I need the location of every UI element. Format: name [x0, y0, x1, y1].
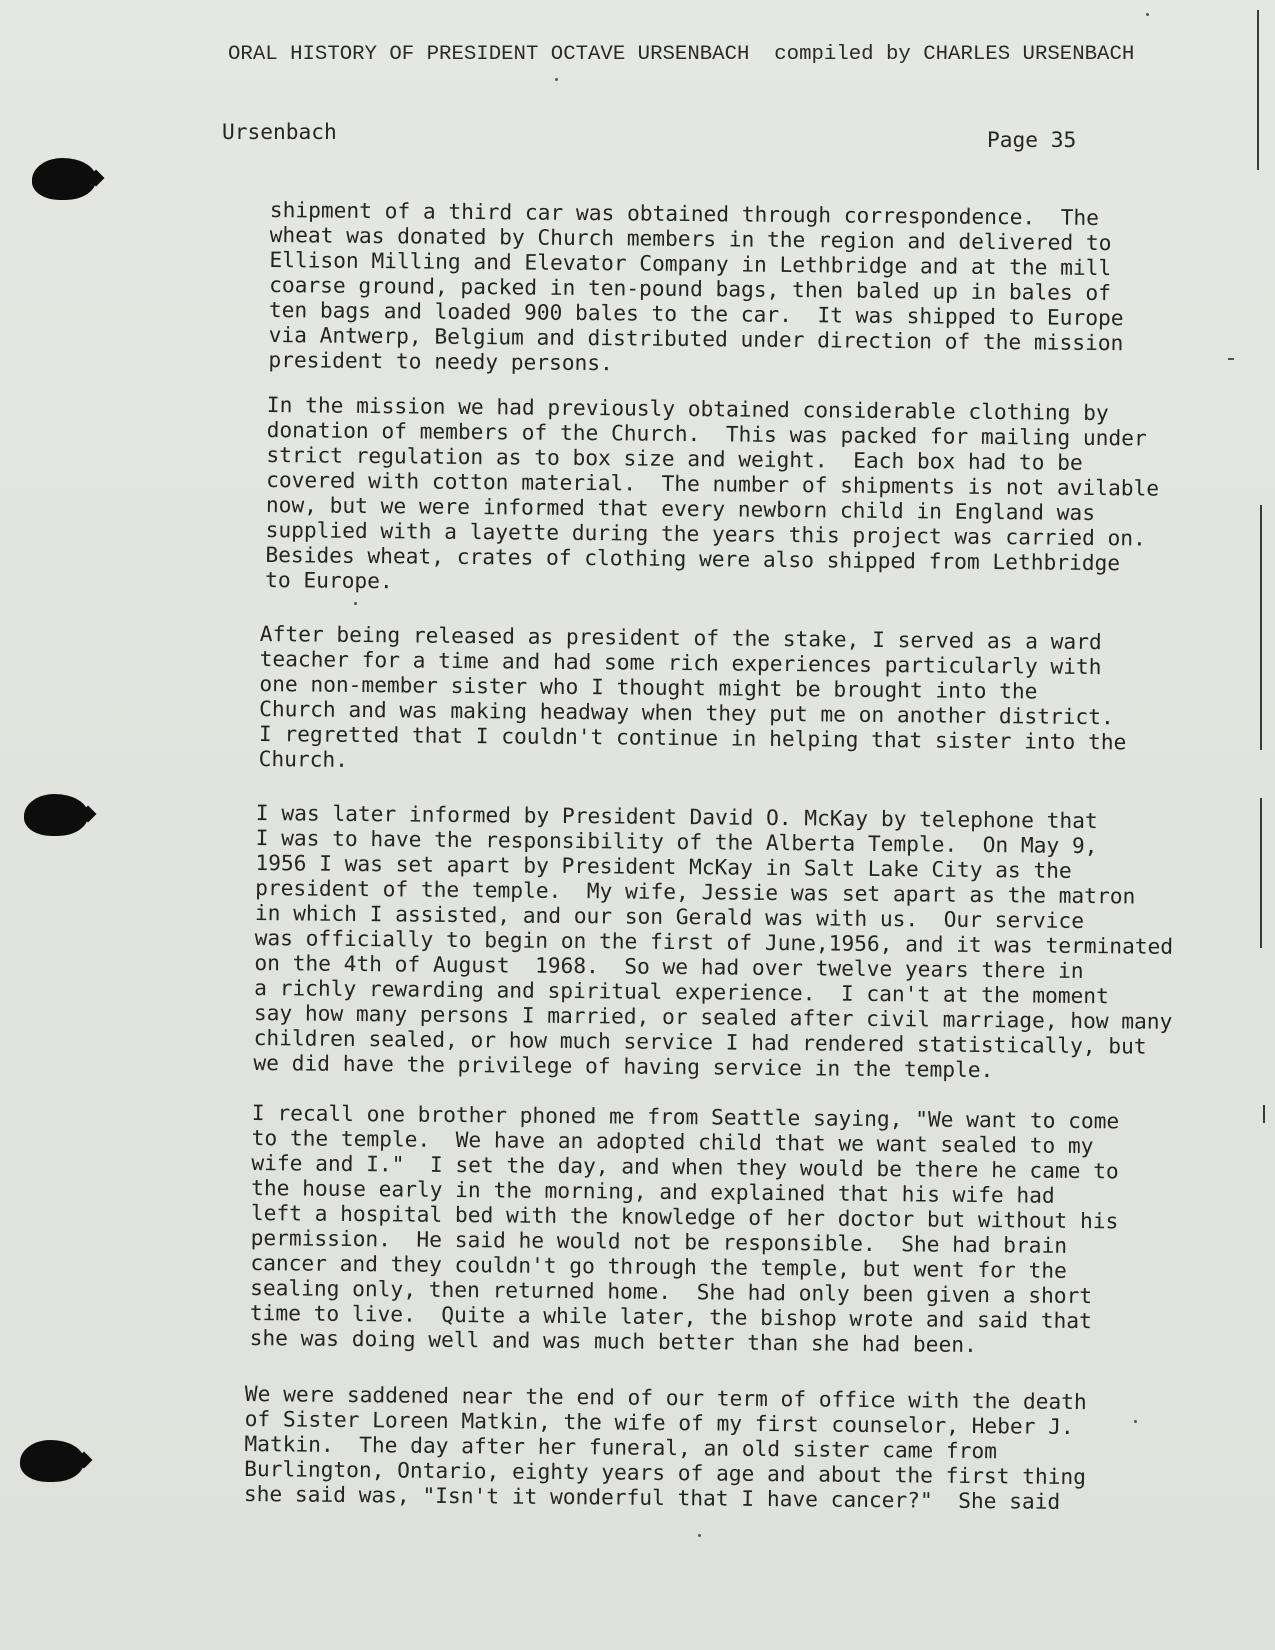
page-edge-mark [1260, 505, 1262, 750]
running-head-name: Ursenbach [222, 119, 337, 144]
page-edge-mark [1263, 1105, 1265, 1123]
page-edge-mark [1257, 10, 1259, 170]
paragraph: I was later informed by President David O. McKay by telephone that I was to have the responsibility of the Alberta Temple. On May 9, 1956 I was set apart by President McKay in Salt Lake City as the president of the temple. My wife, Jessie was set apart as the matron in which I assisted, and our son Gerald was with us. Our service was officially to begin on the first of June,1956, and it was terminated on the 4th of August 1968. So we had over twelve years there in a richly rewarding and spiritual experience. I can't at the moment say how many persons I married, or sealed after civil marriage, how many children sealed, or how much service I had rendered statistically, but we did have the privilege of having service in the temple. [253, 800, 1174, 1083]
paper-speck [1228, 358, 1234, 360]
paragraph: In the mission we had previously obtained considerable clothing by donation of members of the Church. This was packed for mailing under strict regulation as to box size and weight. Each box had to be covered with cotton material. The number of shipments is not avilable now, but we were informed that every newborn child in England was supplied with a layette during the years this project was carried on. Besides wheat, crates of clothing were also shipped from Lethbridge to Europe. [265, 392, 1160, 594]
paper-speck [1134, 1420, 1137, 1423]
paper-speck [354, 602, 357, 605]
header-compiled-by: compiled by CHARLES URSENBACH [774, 43, 1135, 66]
document-header [228, 43, 1134, 67]
paper-speck [698, 1534, 701, 1537]
paragraph: I recall one brother phoned me from Seattle saying, "We want to come to the temple. We have an adopted child that we want sealed to my wife and I." I set the day, and when they would be there he came to the house early in the morning, and explained that his wife had left a hospital bed with the knowledge of her doctor but without his permission. He said he would not be responsible. She had brain cancer and they couldn't go through the temple, but went for the sealing only, then returned home. She had only been given a short time to live. Quite a while later, the bishop wrote and said that she was doing well and was much better than she had been. [249, 1100, 1120, 1357]
paper-speck [1146, 13, 1149, 16]
punch-hole [32, 158, 96, 200]
punch-hole [20, 1440, 84, 1482]
page-number: Page 35 [987, 127, 1077, 152]
page-edge-mark [1260, 798, 1262, 948]
paper-speck [555, 78, 558, 81]
paragraph: We were saddened near the end of our term of office with the death of Sister Loreen Matkin, the wife of my first counselor, Heber J. Matkin. The day after her funeral, an old sister came from Burlington, Ontario, eighty years of age and about the first thing she said was, "Isn't it wonderful that I have cancer?" She said [243, 1381, 1087, 1514]
header-title: ORAL HISTORY OF PRESIDENT OCTAVE URSENBACH [228, 43, 750, 66]
punch-hole [24, 794, 88, 836]
paragraph: After being released as president of the stake, I served as a ward teacher for a time and had some rich experiences particularly with one non-member sister who I thought might be brought into the Church and was making headway when they put me on another district. I regretted that I couldn't continue in helping that sister into the Church. [258, 621, 1127, 772]
paragraph: shipment of a third car was obtained through correspondence. The wheat was donated by Church members in the region and delivered to Ellison Milling and Elevator Company in Lethbridge and at the mill coarse ground, packed in ten-pound bags, then baled up in bales of ten bags and loaded 900 bales to the car. It was shipped to Europe via Antwerp, Belgium and distributed under direction of the mission president to needy persons. [268, 197, 1124, 376]
